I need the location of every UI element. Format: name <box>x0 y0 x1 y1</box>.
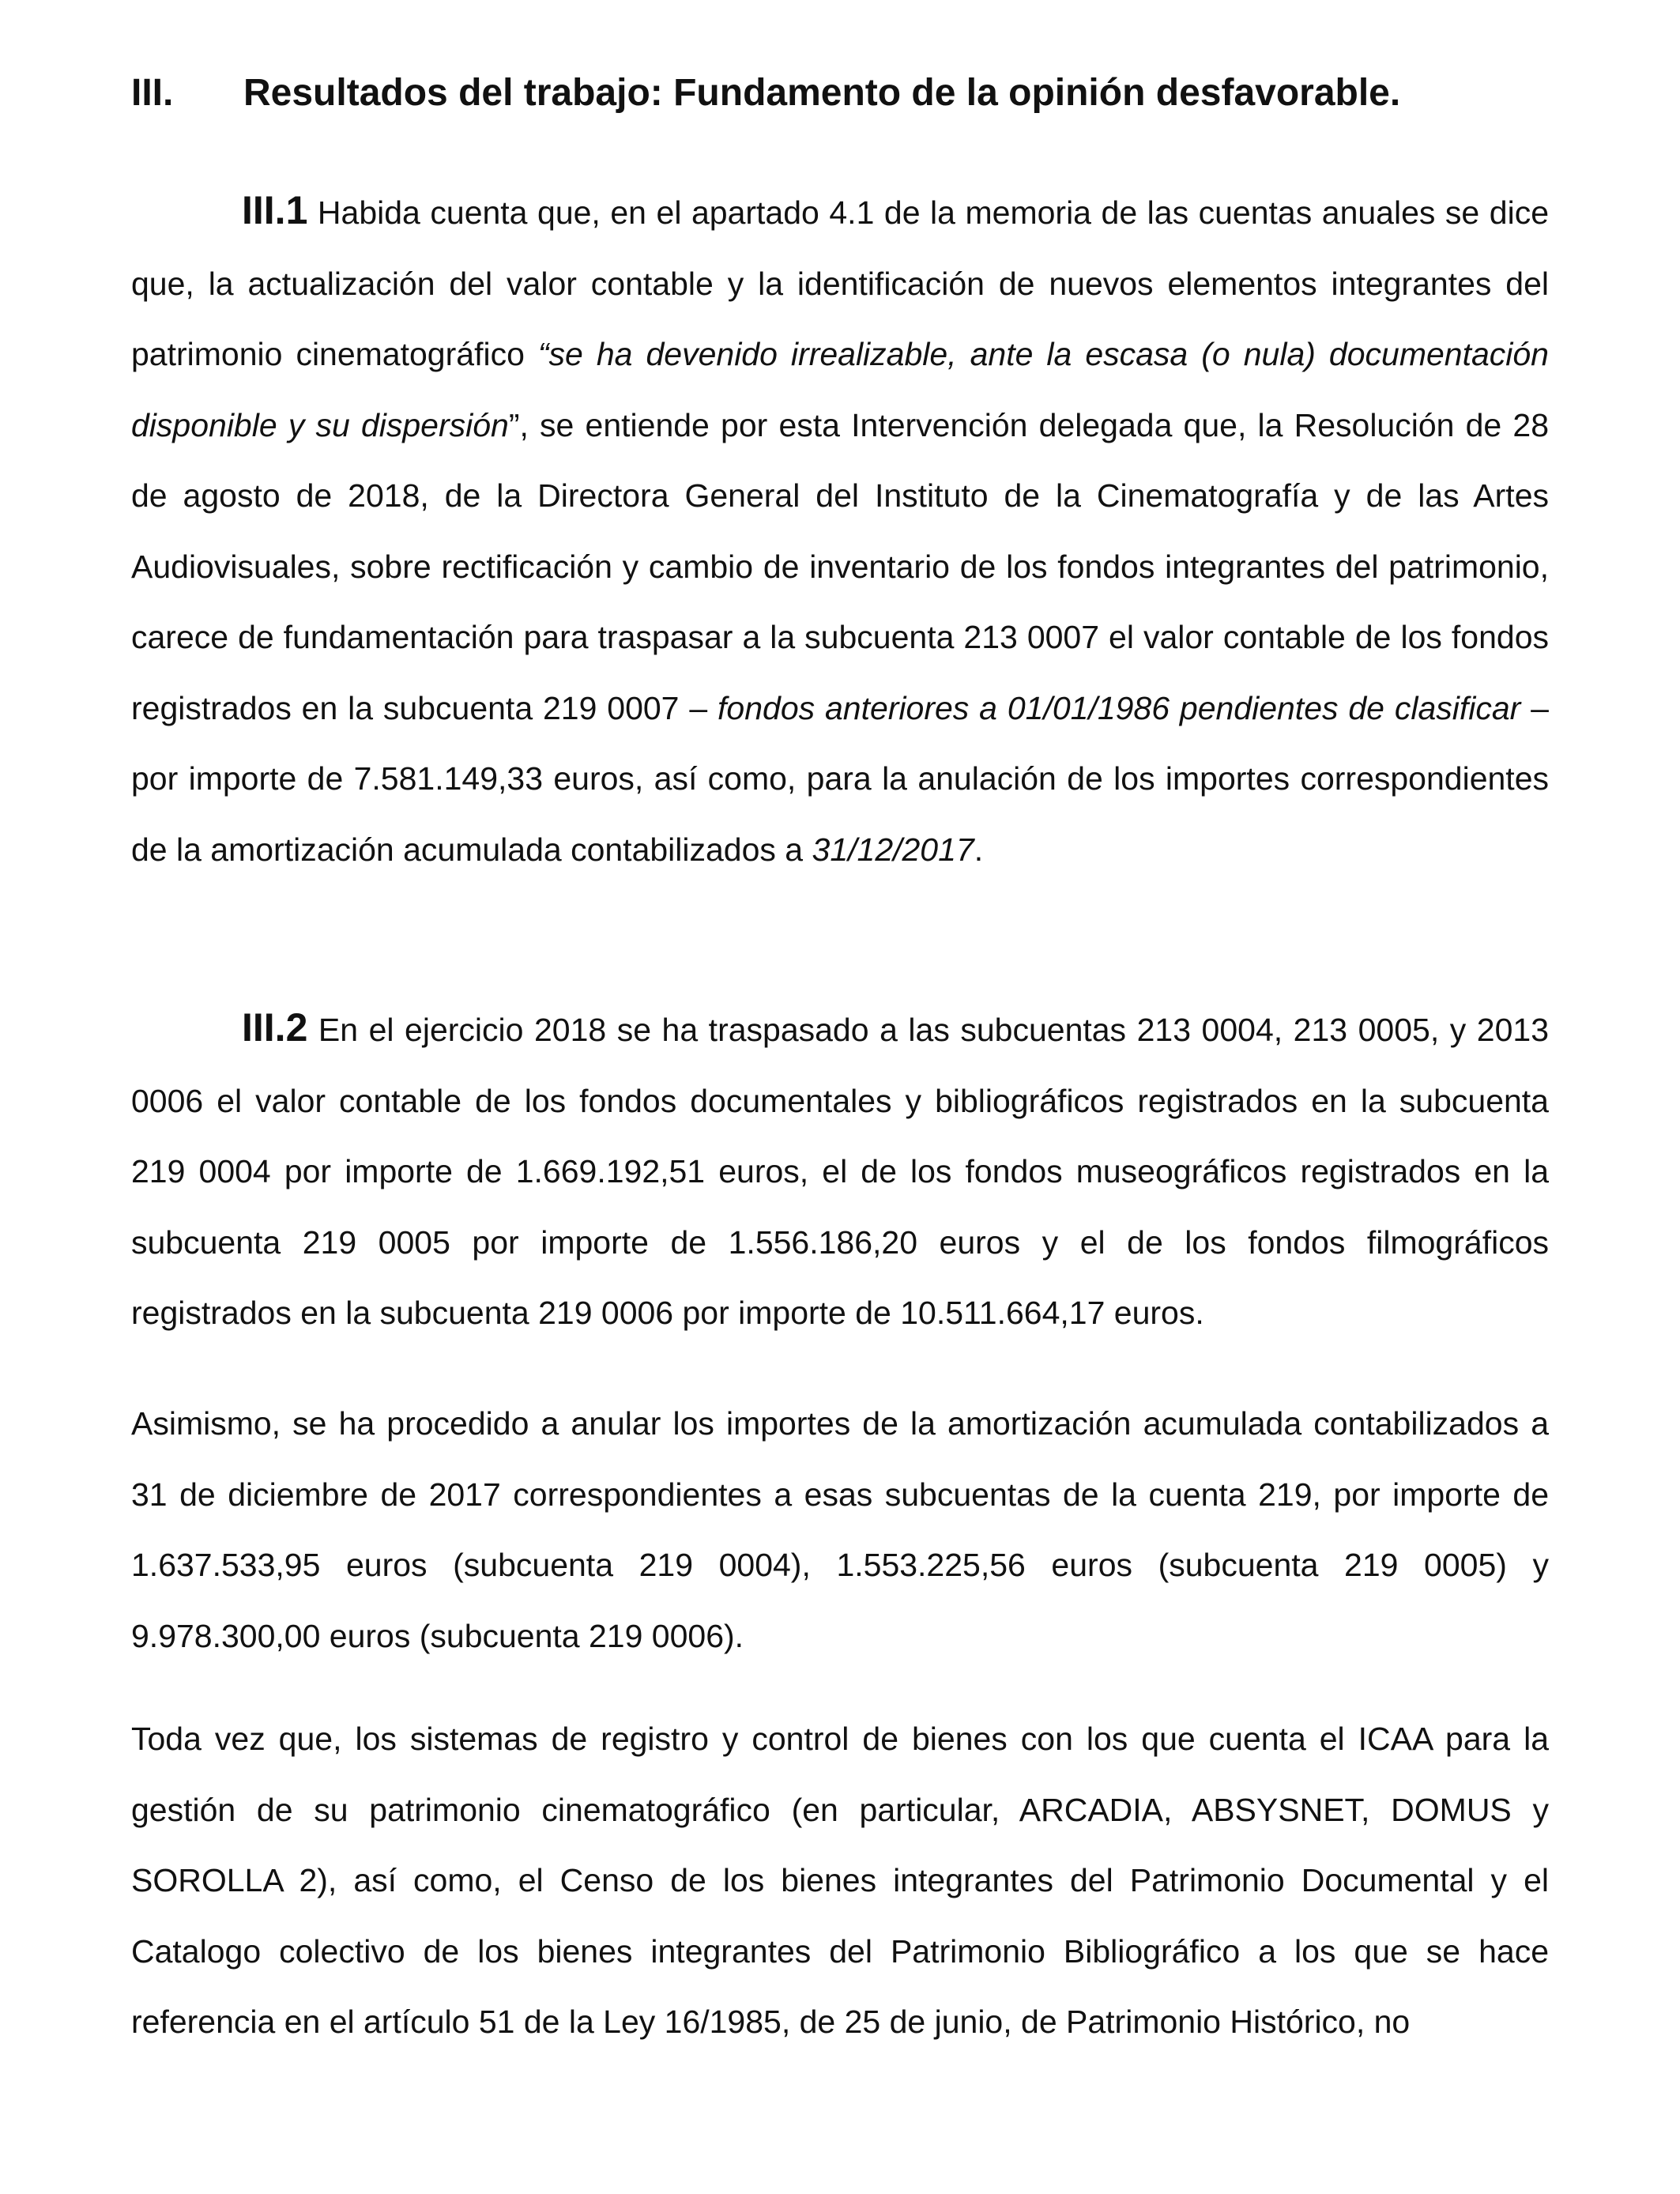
paragraph-asimismo: Asimismo, se ha procedido a anular los importes de la amortización acumulada contabilizados a 31 de diciembre de 2017 correspondientes a esas subcuentas de la cuenta 219, por importe de 1.637.533,95 euros (subcuenta 219 0004), 1.553.225,56 euros (subcuenta 219 0005) y 9.978.300,00 euros (subcuenta 219 0006). <box>131 1405 1549 1654</box>
paragraph-iii-1-dash: – <box>689 689 718 726</box>
paragraph-iii-1-quote: “se ha devenido irrealizable, ante la escasa (o nula) documentación disponible y su dispersión <box>131 336 1549 443</box>
section-heading <box>131 70 1554 117</box>
section-heading-title: Resultados del trabajo: Fundamento de la opinión desfavorable. <box>243 72 1401 114</box>
paragraph-iii-1-date: 31/12/2017 <box>812 831 974 868</box>
paragraph-iii-1-text-end: . <box>974 831 984 868</box>
paragraph-iii-1 <box>131 175 1549 885</box>
paragraph-iii-2-text: En el ejercicio 2018 se ha traspasado a las subcuentas 213 0004, 213 0005, y 2013 0006 el valor contable de los fondos documentales y bibliográficos registrados en la subcuenta 219 0004 por importe de 1.669.192,51 euros, el de los fondos museográficos registrados en la subcuenta 219 0005 por importe de 1.556.186,20 euros y el de los fondos filmográficos registrados en la subcuenta 219 0006 por importe de 10.511.664,17 euros. <box>131 1012 1549 1331</box>
paragraph-iii-1-text-a: Habida cuenta que, en el apartado 4.1 de la memoria de las cuentas anuales se dice que, la actualización del valor contable y la identificación de nuevos elementos integrantes del patrimonio cinematográfico <box>131 194 1549 372</box>
paragraph-iii-1-number: III.1 <box>242 188 308 232</box>
paragraph-iii-2 <box>131 993 1549 1349</box>
section-heading-number: III. <box>131 72 174 114</box>
paragraph-iii-2-number: III.2 <box>242 1005 308 1050</box>
paragraph-iii-1-italic-account: fondos anteriores a 01/01/1986 pendientes de clasificar <box>718 689 1521 726</box>
paragraph-iii-1-text-b: ”, se entiende por esta Intervención delegada que, la Resolución de 28 de agosto de 2018, de la Directora General del Instituto de la Cinematografía y de las Artes Audiovisuales, sobre rectificación y cambio de inventario de los fondos integrantes del patrimonio, carece de fundamentación para traspasar a la subcuenta 213 0007 el valor contable de los fondos registrados en la subcuenta 219 0007 <box>131 406 1549 726</box>
paragraph-iii-1-text-c: – por importe de 7.581.149,33 euros, así como, para la anulación de los importes correspondientes de la amortización acumulada contabilizados a <box>131 689 1549 868</box>
paragraph-toda-vez: Toda vez que, los sistemas de registro y control de bienes con los que cuenta el ICAA para la gestión de su patrimonio cinematográfico (en particular, ARCADIA, ABSYSNET, DOMUS y SOROLLA 2), así como, el Censo de los bienes integrantes del Patrimonio Documental y el Catalogo colectivo de los bienes integrantes del Patrimonio Bibliográfico a los que se hace referencia en el artículo 51 de la Ley 16/1985, de 25 de junio, de Patrimonio Histórico, no <box>131 1721 1549 2040</box>
